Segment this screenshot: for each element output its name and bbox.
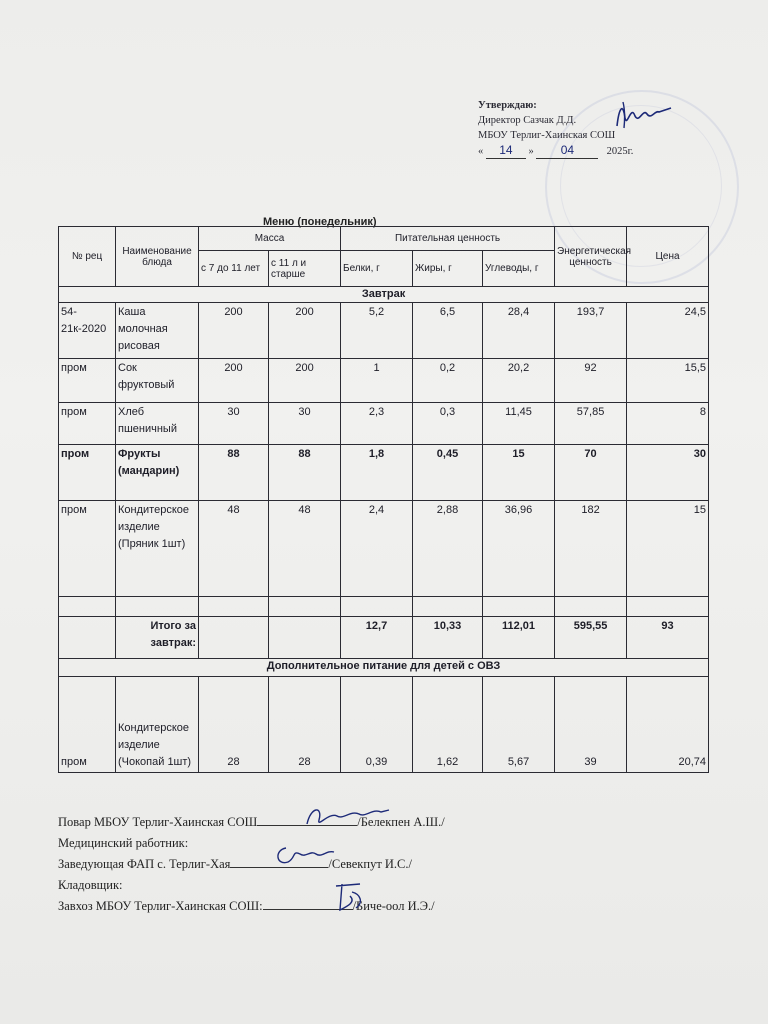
cell-proteins: 1,8: [341, 445, 413, 501]
manager-name: /Биче-оол И.Э./: [352, 899, 435, 913]
cell-mass-7-11: 200: [199, 359, 269, 403]
table-row: [59, 445, 709, 501]
cell-fats: 0,2: [413, 359, 483, 403]
cell-proteins: 5,2: [341, 303, 413, 359]
header-mass-11-plus: с 11 л и старше: [269, 251, 341, 287]
fap-signature: [272, 840, 342, 872]
cell-energy: 39: [555, 677, 627, 773]
signature-row-cook: [58, 812, 708, 833]
cell-dish: Хлеб пшеничный: [116, 403, 199, 445]
fap-label: Заведующая ФАП с. Терлиг-Хая: [58, 857, 231, 871]
cell-carbs: 15: [483, 445, 555, 501]
cell-mass-7-11: 30: [199, 403, 269, 445]
cell-proteins: 2,4: [341, 501, 413, 597]
cell-dish: Кондитерское изделие (Чокопай 1шт): [116, 677, 199, 773]
signature-row-fap: [58, 854, 708, 875]
table-row: [59, 359, 709, 403]
menu-title: Меню (понедельник): [263, 216, 377, 228]
cook-name: /Белекпен А.Ш./: [357, 815, 445, 829]
cell-mass-7-11: 200: [199, 303, 269, 359]
medic-label: Медицинский работник:: [58, 836, 189, 850]
header-price: Цена: [627, 227, 709, 287]
table-row: [59, 677, 709, 773]
cell-carbs: 20,2: [483, 359, 555, 403]
cell-rec: пром: [59, 501, 116, 597]
header-carbs: Углеводы, г: [483, 251, 555, 287]
storekeeper-label: Кладовщик:: [58, 878, 123, 892]
date-close-quote: »: [528, 146, 534, 157]
cell-energy: 70: [555, 445, 627, 501]
cell-energy: 193,7: [555, 303, 627, 359]
date-year: 2025г.: [606, 146, 634, 157]
cell-mass-11-plus: 88: [269, 445, 341, 501]
cell-price: 15,5: [627, 359, 709, 403]
signature-row-manager: [58, 896, 708, 917]
manager-signature: [330, 880, 370, 916]
header-rec-no: № рец: [59, 227, 116, 287]
date-month: 04: [536, 143, 598, 159]
cell-carbs: 28,4: [483, 303, 555, 359]
cook-label: Повар МБОУ Терлиг-Хаинская СОШ: [58, 815, 258, 829]
cell-mass-11-plus: 48: [269, 501, 341, 597]
approval-position: Директор Сазчак Д.Д.: [478, 115, 577, 126]
cell-proteins: 0,39: [341, 677, 413, 773]
cell-dish: Каша молочная рисовая: [116, 303, 199, 359]
cell-mass-11-plus: 200: [269, 359, 341, 403]
date-open-quote: «: [478, 146, 484, 157]
manager-label: Завхоз МБОУ Терлиг-Хаинская СОШ:: [58, 899, 263, 913]
cell-rec: пром: [59, 445, 116, 501]
cook-signature: [303, 802, 393, 832]
header-mass-7-11: с 7 до 11 лет: [199, 251, 269, 287]
cell-rec: пром: [59, 359, 116, 403]
cell-price: 20,74: [627, 677, 709, 773]
table-row-total: [59, 617, 709, 659]
cell-rec: пром: [59, 403, 116, 445]
approval-organization: МБОУ Терлиг-Хаинская СОШ: [478, 130, 616, 141]
cell-fats: 1,62: [413, 677, 483, 773]
approval-date: [478, 143, 728, 159]
cell-carbs: 11,45: [483, 403, 555, 445]
cell-energy: 57,85: [555, 403, 627, 445]
cell-mass-11-plus: 28: [269, 677, 341, 773]
section-extra: Дополнительное питание для детей с ОВЗ: [59, 659, 709, 677]
cell-proteins: 2,3: [341, 403, 413, 445]
cell-dish: Фрукты (мандарин): [116, 445, 199, 501]
cell-price: 24,5: [627, 303, 709, 359]
cell-mass-7-11: 28: [199, 677, 269, 773]
header-fats: Жиры, г: [413, 251, 483, 287]
cell-mass-7-11: 88: [199, 445, 269, 501]
header-mass: Масса: [199, 227, 341, 251]
header-nutrition: Питательная ценность: [341, 227, 555, 251]
approval-title: Утверждаю:: [478, 100, 537, 111]
cell-energy: 182: [555, 501, 627, 597]
header-dish-name: Наименование блюда: [116, 227, 199, 287]
cell-dish: Кондитерское изделие (Пряник 1шт): [116, 501, 199, 597]
cell-price: 8: [627, 403, 709, 445]
date-day: 14: [486, 143, 526, 159]
menu-table: [58, 226, 709, 773]
total-label: Итого за завтрак:: [116, 617, 199, 659]
cell-fats: 0,45: [413, 445, 483, 501]
cell-fats: 6,5: [413, 303, 483, 359]
cell-mass-11-plus: 30: [269, 403, 341, 445]
total-proteins: 12,7: [341, 617, 413, 659]
cell-price: 30: [627, 445, 709, 501]
header-energy: Энергетическая ценность: [555, 227, 627, 287]
cell-rec: 54-21к-2020: [59, 303, 116, 359]
cell-fats: 0,3: [413, 403, 483, 445]
approval-block: [478, 98, 728, 159]
section-breakfast: Завтрак: [59, 287, 709, 303]
cell-price: 15: [627, 501, 709, 597]
cell-dish: Сок фруктовый: [116, 359, 199, 403]
cell-carbs: 36,96: [483, 501, 555, 597]
cell-carbs: 5,67: [483, 677, 555, 773]
total-fats: 10,33: [413, 617, 483, 659]
total-energy: 595,55: [555, 617, 627, 659]
total-price: 93: [627, 617, 709, 659]
cell-mass-11-plus: 200: [269, 303, 341, 359]
cell-energy: 92: [555, 359, 627, 403]
signatures-block: [58, 812, 708, 917]
table-row-empty: [59, 597, 709, 617]
cell-proteins: 1: [341, 359, 413, 403]
cell-rec: пром: [59, 677, 116, 773]
director-signature: [613, 98, 673, 132]
total-carbs: 112,01: [483, 617, 555, 659]
header-proteins: Белки, г: [341, 251, 413, 287]
cell-mass-7-11: 48: [199, 501, 269, 597]
table-row: [59, 501, 709, 597]
table-row: [59, 303, 709, 359]
table-row: [59, 403, 709, 445]
cell-fats: 2,88: [413, 501, 483, 597]
fap-name: /Севекпут И.С./: [328, 857, 412, 871]
